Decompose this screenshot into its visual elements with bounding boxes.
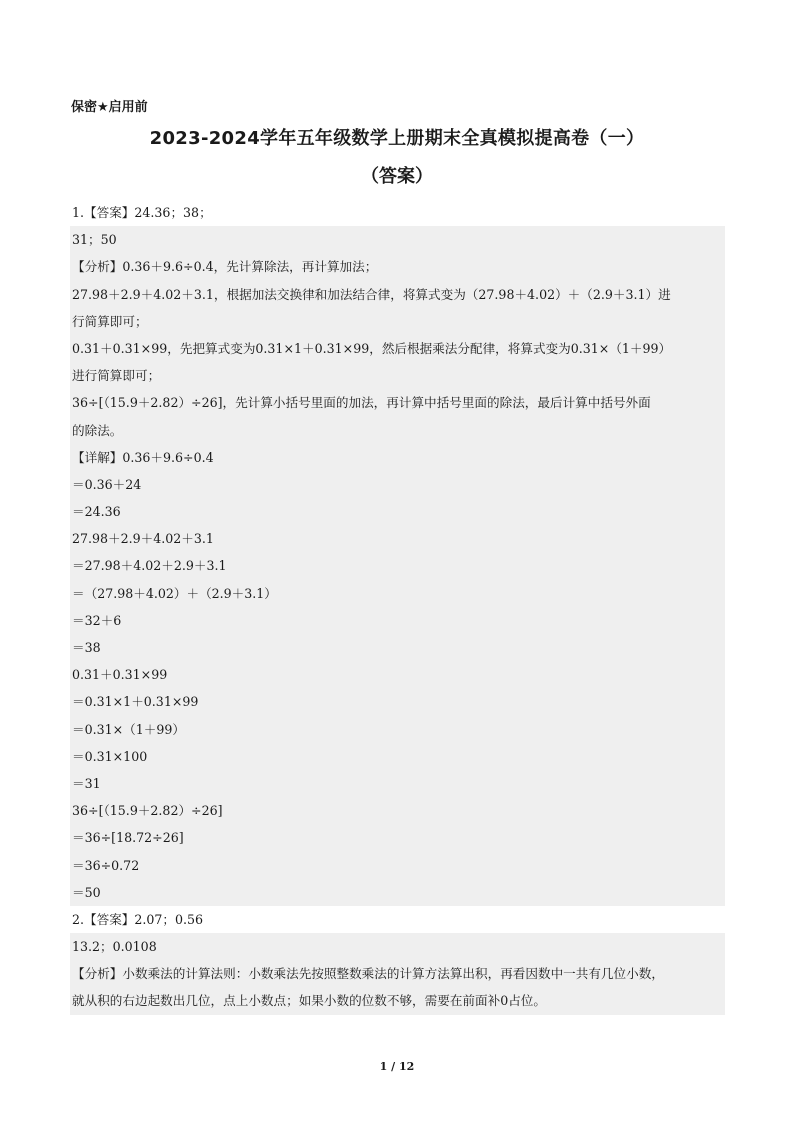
answer-line: ＝31 (70, 770, 725, 797)
answer-line: ＝0.31×（1＋99） (70, 716, 725, 743)
answer-line: ＝27.98＋4.02＋2.9＋3.1 (70, 552, 725, 579)
answer-line: 0.31＋0.31×99 (70, 661, 725, 688)
answer-line: ＝38 (70, 634, 725, 661)
page-subtitle: （答案） (361, 166, 433, 187)
answer-line: ＝32＋6 (70, 607, 725, 634)
answer-line: 2.【答案】2.07；0.56 (72, 911, 204, 927)
answer-line: 的除法。 (70, 417, 725, 444)
answer-line: ＝0.36＋24 (70, 471, 725, 498)
answer-line: 1.【答案】24.36；38； (72, 205, 212, 220)
answer-line: 0.31＋0.31×99，先把算式变为0.31×1＋0.31×99，然后根据乘法分配律，将算式变为0.31×（1＋99） (70, 335, 725, 362)
answer-content (70, 199, 725, 1015)
answer-line: 就从积的右边起数出几位，点上小数点；如果小数的位数不够，需要在前面补0占位。 (70, 987, 725, 1014)
answer-line: ＝（27.98＋4.02）＋（2.9＋3.1） (70, 580, 725, 607)
answer-line: 31；50 (70, 226, 725, 253)
answer-line: ＝0.31×1＋0.31×99 (70, 688, 725, 715)
answer-line: 进行简算即可； (70, 362, 725, 389)
answer-line: 【分析】小数乘法的计算法则：小数乘法先按照整数乘法的计算方法算出积，再看因数中一共有几位小数， (70, 960, 725, 987)
page-title: 2023-2024学年五年级数学上册期末全真模拟提高卷（一） (149, 128, 645, 149)
answer-line: 36÷[（15.9＋2.82）÷26] (70, 797, 725, 824)
answer-line: ＝24.36 (70, 498, 725, 525)
answer-line: 行简算即可； (70, 308, 725, 335)
answer-line: 【分析】0.36＋9.6÷0.4，先计算除法，再计算加法； (70, 253, 725, 280)
answer-line: 36÷[（15.9＋2.82）÷26]，先计算小括号里面的加法，再计算中括号里面的除法，最后计算中括号外面 (70, 389, 725, 416)
confidential-label: 保密★启用前 (71, 100, 148, 115)
answer-line: ＝36÷[18.72÷26] (70, 824, 725, 851)
answer-line: 27.98＋2.9＋4.02＋3.1，根据加法交换律和加法结合律，将算式变为（27.98＋4.02）＋（2.9＋3.1）进 (70, 281, 725, 308)
answer-line: ＝0.31×100 (70, 743, 725, 770)
answer-line: 13.2；0.0108 (70, 933, 725, 960)
answer-line: ＝36÷0.72 (70, 852, 725, 879)
answer-line: ＝50 (70, 879, 725, 906)
page-number: 1 / 12 (379, 1060, 415, 1073)
answer-line: 【详解】0.36＋9.6÷0.4 (70, 444, 725, 471)
answer-line: 27.98＋2.9＋4.02＋3.1 (70, 525, 725, 552)
